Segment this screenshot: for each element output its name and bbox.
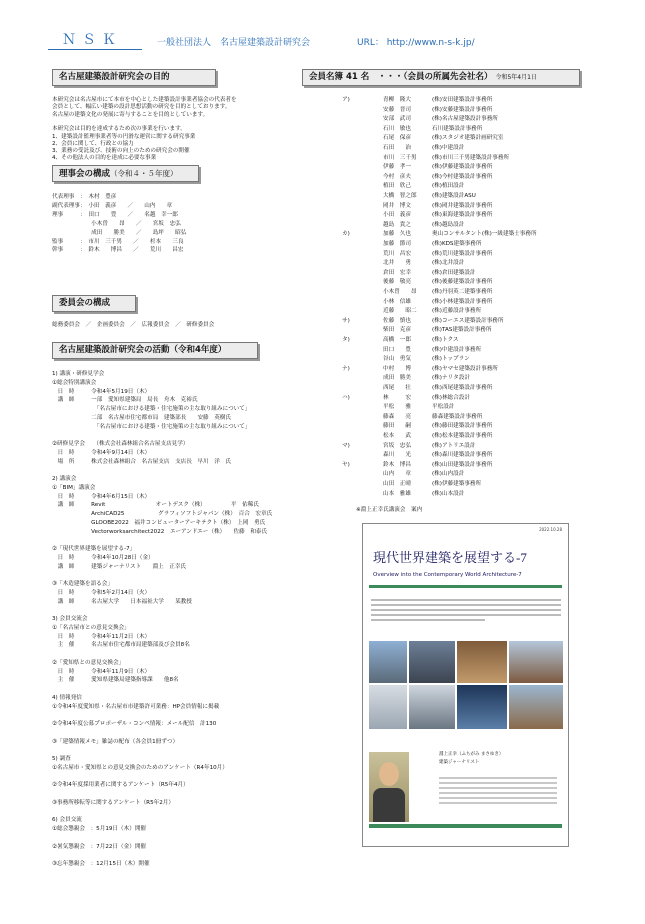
member-company: (株)スタジオ建築計画研究室: [432, 135, 504, 142]
members-heading: 会員名簿 41 名 ・・・（会員の所属先会社名） 令和5年4月1日: [302, 69, 580, 86]
activity-line: ②「現代世界建築を展望する-7」: [52, 546, 136, 552]
member-name: 西尾 壮: [383, 385, 411, 391]
activity-line: GLOOBE2022 福井コンピューターアーキテクト（株） 上岡 勇氏: [52, 519, 266, 526]
member-name: 石田 治: [383, 145, 411, 151]
activity-line: 5) 調査: [52, 756, 71, 762]
activity-line: ③事務所移転等に関するアンケート（R5年2月）: [52, 799, 174, 806]
building-photo-8: [509, 685, 563, 729]
activity-line: 日 時 令和4年10月28日（金）: [52, 554, 154, 561]
member-company: 奥山コンサルタント(株)一級建築士事務所: [432, 231, 537, 238]
member-name: 安部 武司: [383, 116, 411, 123]
member-name: 小林 信雄: [383, 298, 411, 305]
purpose-line: 2、会員に関して、行政との協力: [52, 140, 134, 147]
member-name: 山田 正晴: [383, 481, 411, 487]
activity-line: 二部 名古屋市住宅都市局 建築部長 安藤 英樹氏: [52, 414, 232, 421]
member-company: (株)小林建築設計事務所: [432, 298, 493, 305]
member-company: (株)近藤設計事務所: [432, 308, 482, 315]
member-company: (株)KDS建築事務所: [432, 241, 482, 247]
member-name: 加藤 久也: [383, 231, 411, 238]
member-name: 荒川 昌宏: [383, 250, 411, 257]
purpose-line: 本研究会は目的を達成するため次の事業を行います。: [52, 126, 186, 133]
member-name: 青柳 隆大: [383, 97, 411, 103]
speaker-role: 建築ジャーナリスト: [439, 760, 480, 765]
purpose-line: 3、業務の受託及び、技術の向上のための研究会の開催: [52, 148, 190, 155]
board-line: 理事 ： 田口 豊 ／ 名越 幸一郎: [52, 211, 178, 218]
member-group: タ): [342, 337, 350, 343]
member-name: 岡井 博文: [383, 202, 411, 209]
member-name: 柴田 克彦: [383, 327, 411, 334]
member-company: 平松設計: [432, 404, 455, 411]
member-company: (株)トップラン: [432, 356, 470, 363]
member-name: 田口 豊: [383, 346, 411, 353]
member-company: (株)森川建築設計事務所: [432, 452, 493, 459]
activity-line: ②令和4年度採用業者に関するアンケート（R5年4月）: [52, 782, 189, 789]
activity-line: ①総会特別講演会: [52, 379, 97, 386]
member-company: 藤森建築設計事務所: [432, 413, 483, 420]
member-company: (株)東海建築設計事務所: [432, 212, 493, 219]
activity-line: 日 時 令和4年11月2日（木）: [52, 633, 151, 640]
member-name: 倉田 宏幸: [383, 269, 411, 276]
building-photo-5: [369, 685, 407, 729]
activity-line: ③「建築情報メモ」雑誌の配布（各会員1冊ずつ）: [52, 738, 179, 745]
member-company: (株)岡井建築設計事務所: [432, 202, 493, 209]
member-group: ヤ): [342, 461, 350, 468]
member-company: (株)建築設計ASU: [432, 193, 476, 199]
purpose-line: 名古屋の建築文化の発展に寄与することを目的としています。: [52, 111, 209, 118]
member-group: ハ): [342, 394, 350, 401]
member-name: 佐藤 慎也: [383, 317, 411, 324]
member-company: (株)トクス: [432, 337, 459, 343]
member-name: 加藤 節司: [383, 241, 411, 247]
flyer-date: 2022.10.28: [539, 527, 562, 532]
member-name: 伊藤 孝一: [383, 164, 411, 171]
activities-heading: 名古屋建築設計研究会の活動（令和4年度）: [52, 342, 258, 359]
activity-line: 日 時 令和4年11月9日（木）: [52, 668, 151, 675]
activity-line: ①総会懇親会 ：5月19日（木）開催: [52, 826, 147, 832]
member-name: 林 宏: [383, 394, 411, 401]
member-company: (株)林総合設計: [432, 394, 470, 401]
lecture-flyer: [362, 523, 569, 847]
member-company: (株)TAS建築設計事務所: [432, 327, 492, 334]
nsk-logo: ＮＳＫ: [62, 31, 122, 47]
member-name: 森川 光: [383, 452, 411, 459]
member-company: (株)名古屋建築設計事務所: [432, 116, 498, 123]
member-name: 小木曽 昂: [383, 289, 417, 295]
building-photo-3: [457, 641, 507, 683]
activity-line: ②研修見学会 （株式会社森林組合名古屋支店見学）: [52, 441, 189, 447]
purpose-line: 会員として、幅広い建築の設計思想活動の研究を目的としております。: [52, 104, 231, 111]
member-company: (株)今村建築設計事務所: [432, 173, 493, 180]
activity-line: 講 師 一部 愛知県建築局 局長 舟木 克裕氏: [52, 397, 198, 404]
member-group: サ): [342, 317, 350, 324]
member-name: 鈴木 博昌: [383, 461, 411, 468]
member-name: 植田 欣己: [383, 183, 411, 190]
member-group: ア): [342, 97, 350, 103]
member-name: 越島 貴之: [383, 221, 411, 228]
activity-line: 日 時 令和4年9月14日（木）: [52, 449, 151, 456]
member-company: (株)北井設計: [432, 260, 465, 267]
committee-heading: 委員会の構成: [52, 295, 136, 312]
member-company: (株)市川三千男建築設計事務所: [432, 154, 510, 161]
activity-line: ③「木造建築を語る会」: [52, 581, 113, 587]
flyer-title: 現代世界建築を展望する-7: [373, 550, 527, 565]
member-company: (株)ヤマセ建築設計事務所: [432, 365, 498, 372]
member-company: (株)西尾建築設計事務所: [432, 385, 493, 391]
activity-line: ①令和4年度愛知県・名古屋市市建築許可業務：HP会員情報に掲載: [52, 703, 220, 710]
member-name: 石川 敏也: [383, 125, 411, 132]
board-heading: 理事会の構成（令和４・５年度）: [52, 165, 199, 182]
member-name: 市川 三千男: [383, 154, 417, 161]
member-company: (株)越島設計: [432, 221, 465, 228]
building-photo-7: [457, 685, 507, 729]
member-group: マ): [342, 442, 350, 449]
activity-line: 「名古屋市における建築・住宅施策の主な取り組みについて」: [52, 406, 251, 412]
member-company: (株)アトリエ設計: [432, 442, 476, 449]
building-photo-6: [409, 685, 455, 729]
member-company: (株)藤田建築設計事務所: [432, 423, 493, 430]
flyer-body-text: [371, 596, 561, 640]
activity-line: 「名古屋市における建築・住宅施策の主な取り組みについて」: [52, 423, 251, 430]
member-company: (株)ナリタ設計: [432, 375, 470, 382]
member-name: 宮坂 忠弘: [383, 442, 411, 449]
flyer-footer-bar: [369, 824, 562, 828]
board-line: 副代表理事： 小田 義彦 ／ 山内 章: [52, 202, 173, 209]
member-company: 石川建築設計事務所: [432, 125, 483, 132]
website-url[interactable]: URL： http://www.n-s-k.jp/: [357, 38, 475, 48]
member-company: (株)山本設計: [432, 490, 465, 497]
member-group: ナ): [342, 365, 350, 372]
board-line: 小木曽 昂 ／ 宮坂 忠弘: [52, 220, 181, 227]
logo-underline: [48, 49, 142, 50]
flyer-subtitle: Overview into the Contemporary World Architecture-7: [373, 572, 522, 578]
board-line: 監事 ： 市川 三千男 ／ 杉本 三良: [52, 238, 184, 245]
member-company: (株)倉田建築設計: [432, 269, 476, 276]
activity-line: 日 時 令和4年5月19日（木）: [52, 388, 151, 395]
board-line: 代表理事 ： 木村 豊彦: [52, 194, 117, 200]
purpose-line: 4、その他法人の目的を達成に必要な事業: [52, 155, 157, 162]
organization-name: 一般社団法人 名古屋建築設計研究会: [157, 38, 311, 48]
activity-line: 2) 講演会: [52, 476, 77, 482]
member-company: (株)伊藤建築事務所: [432, 481, 482, 487]
flyer-caption: ※淵上正幸氏講演会 案内: [356, 507, 423, 513]
activity-line: 4) 情報発信: [52, 694, 82, 701]
member-name: 松本 武: [383, 433, 411, 439]
board-line: 成田 勝美 ／ 島坪 昭弘: [52, 229, 187, 236]
building-photo-2: [409, 641, 455, 683]
member-name: 高橋 一郎: [383, 337, 411, 343]
member-company: (株)山内設計: [432, 471, 465, 478]
activity-line: ②暑気懇親会 ：7月22日（金）開催: [52, 843, 147, 850]
activity-line: ①名古屋市・愛知県との意見交換会のためのアンケート（R4年10月）: [52, 764, 228, 771]
member-company: (株)安藤建築設計事務所: [432, 106, 493, 113]
activity-line: 講 師 建築ジャーナリスト 淵上 正幸氏: [52, 563, 187, 570]
member-name: 北井 勇: [383, 260, 411, 267]
activity-line: ①「BIM」講演会: [52, 484, 96, 491]
member-company: (株)中建設計: [432, 145, 465, 151]
activity-line: 主 催 名古屋市住宅都市局建築部及び会員8名: [52, 642, 190, 649]
member-name: 今村 彦夫: [383, 173, 411, 180]
member-name: 山本 雅雄: [383, 490, 411, 497]
member-name: 山内 章: [383, 471, 411, 478]
activity-line: 場 所 株式会社森林組合 名古屋支店 支店長 早川 洋 氏: [52, 458, 232, 465]
member-name: 藤田 嗣: [383, 423, 411, 430]
activity-line: ②「愛知県との意見交換会」: [52, 659, 125, 666]
speaker-photo: [369, 752, 409, 822]
activity-line: 6) 会員交流: [52, 817, 82, 824]
member-name: 後藤 敬亮: [383, 279, 411, 286]
member-company: (株)伊藤建築設計事務所: [432, 164, 493, 171]
member-name: 谷山 勇気: [383, 356, 411, 363]
activity-line: 日 時 令和4年6月15日（木）: [52, 493, 151, 500]
speaker-bio: [439, 774, 557, 807]
member-name: 成田 勝美: [383, 375, 411, 382]
member-name: 石尾 保彦: [383, 135, 411, 142]
activity-line: ①「名古屋市との意見交換会」: [52, 624, 130, 631]
speaker-name: 淵上正幸（ふちがみ まさゆき）: [439, 752, 504, 757]
activity-line: ③忘年懇親会 ：12月15日（木）開催: [52, 861, 150, 867]
member-name: 近藤 昭二: [383, 308, 417, 315]
flyer-divider: [369, 585, 562, 588]
building-photo-4: [509, 641, 563, 683]
purpose-heading: 名古屋建築設計研究会の目的: [52, 69, 216, 86]
activity-line: Vectorworksarchitect2022 エーアンドエー（株） 佐藤 和泰氏: [52, 528, 268, 535]
member-group: カ): [342, 231, 350, 238]
member-company: (株)植田設計: [432, 183, 465, 190]
member-company: (株)コーエス建築設計事務所: [432, 317, 504, 324]
committee-list: 総務委員会 ／ 企画委員会 ／ 広報委員会 ／ 研修委員会: [52, 322, 215, 328]
member-company: (株)山田建築設計事務所: [432, 461, 493, 468]
member-company: (株)安田建築設計事務所: [432, 97, 493, 103]
activity-line: 講 師 Revit オートデスク（株） 平 佑稀氏: [52, 502, 259, 509]
board-line: 幹事 ： 鈴木 博昌 ／ 荒川 昌宏: [52, 247, 184, 254]
member-name: 平松 雅: [383, 404, 411, 411]
member-name: 藤森 亮: [383, 413, 411, 420]
member-company: (株)丹羽英二建築事務所: [432, 289, 493, 295]
member-company: (株)中建設計事務所: [432, 346, 482, 353]
activity-line: 日 時 令和5年2月14日（火）: [52, 589, 151, 596]
activity-line: 1) 講演・研修見学会: [52, 371, 105, 377]
member-name: 小田 義彦: [383, 212, 411, 219]
member-name: 大橋 智之郎: [383, 193, 417, 199]
activity-line: 3) 会員交流会: [52, 616, 88, 622]
activity-line: ②令和4年度公募プロポーザル・コンペ情報：メール配信 計130: [52, 721, 217, 727]
member-name: 中村 博: [383, 365, 411, 372]
member-company: (株)荒川建築設計事務所: [432, 250, 493, 257]
activity-line: ArchiCAD25 グラフィソフトジャパン（株） 百合 宏章氏: [52, 511, 273, 517]
purpose-line: 1、建築設計監理事業者等の円滑な運営に関する研究事業: [52, 133, 196, 140]
purpose-line: 本研究会は名古屋市にて本市を中心とした建築設計事業者協会の代表者を: [52, 97, 237, 103]
activity-line: 講 師 名古屋大学 日本福祉大学 某教授: [52, 598, 192, 605]
member-name: 安藤 晋司: [383, 106, 411, 113]
member-company: (株)松本建築設計事務所: [432, 433, 493, 439]
activity-line: 主 催 愛知県建築局建築指導課 他8名: [52, 677, 179, 684]
member-company: (株)後藤建築設計事務所: [432, 279, 493, 286]
building-photo-1: [369, 641, 407, 683]
